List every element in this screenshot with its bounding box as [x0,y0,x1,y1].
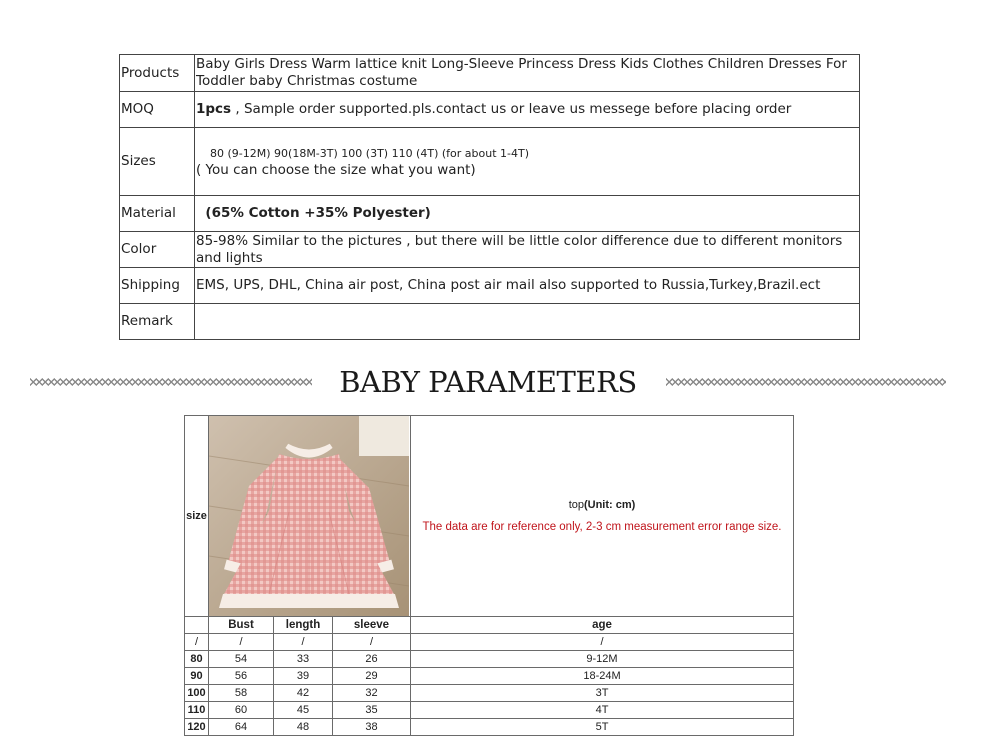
moq-note: , Sample order supported.pls.contact us or leave us messege before placing order [231,101,792,117]
bust-cell: 54 [209,651,274,668]
material-composition: (65% Cotton +35% Polyester) [196,205,431,221]
sleeve-cell: 32 [333,685,411,702]
label-sizes: Sizes [120,128,195,196]
header-sleeve: sleeve [333,617,411,634]
table-row [185,651,794,668]
row-remark [120,304,860,340]
value-shipping: EMS, UPS, DHL, China air post, China post air mail also supported to Russia,Turkey,Brazil.ect [195,268,860,304]
placeholder-row [185,634,794,651]
bust-cell: 60 [209,702,274,719]
table-row [185,685,794,702]
chart-header-row [185,617,794,634]
sizes-note: ( You can choose the size what you want) [196,161,476,178]
value-color: 85-98% Similar to the pictures , but there will be little color difference due to different monitors and lights [195,232,860,268]
chart-info-cell [411,416,794,617]
length-cell: 33 [274,651,333,668]
length-cell: 45 [274,702,333,719]
row-material [120,196,860,232]
size-cell: 110 [185,702,209,719]
length-cell: 48 [274,719,333,736]
length-cell: 42 [274,685,333,702]
placeholder-cell: / [333,634,411,651]
header-bust: Bust [209,617,274,634]
row-moq [120,92,860,128]
label-moq: MOQ [120,92,195,128]
dress-photo [209,416,409,616]
label-shipping: Shipping [120,268,195,304]
value-products: Baby Girls Dress Warm lattice knit Long-Sleeve Princess Dress Kids Clothes Children Dresses For Toddler baby Christmas costume [195,55,860,92]
header-age: age [411,617,794,634]
product-photo-cell [209,416,411,617]
size-label: size [185,416,209,617]
placeholder-cell: / [411,634,794,651]
label-material: Material [120,196,195,232]
age-cell: 5T [411,719,794,736]
bust-cell: 64 [209,719,274,736]
moq-quantity: 1pcs [196,101,232,117]
size-cell: 120 [185,719,209,736]
unit-line [411,498,793,513]
section-title: BABY PARAMETERS [339,365,637,399]
value-remark [195,304,860,340]
size-cell: 80 [185,651,209,668]
row-shipping [120,268,860,304]
size-chart-table [184,415,794,736]
size-cell: 90 [185,668,209,685]
table-row [185,702,794,719]
size-cell: 100 [185,685,209,702]
sizes-list: 80 (9-12M) 90(18M-3T) 100 (3T) 110 (4T) (for about 1-4T) [210,146,529,160]
label-color: Color [120,232,195,268]
table-row [185,668,794,685]
label-products: Products [120,55,195,92]
age-cell: 3T [411,685,794,702]
bust-cell: 58 [209,685,274,702]
value-material [195,196,860,232]
placeholder-cell: / [209,634,274,651]
zigzag-divider-right [666,378,946,386]
chart-intro-row [185,416,794,617]
measurement-note: The data are for reference only, 2-3 cm measurement error range size. [422,520,782,533]
row-sizes [120,128,860,196]
age-cell: 4T [411,702,794,719]
sleeve-cell: 38 [333,719,411,736]
table-row [185,719,794,736]
unit-label: (Unit: cm) [583,498,636,511]
sleeve-cell: 26 [333,651,411,668]
placeholder-cell: / [274,634,333,651]
header-blank [185,617,209,634]
section-banner [0,362,981,402]
top-prefix: top [568,498,584,511]
value-sizes [195,128,860,196]
placeholder-cell: / [185,634,209,651]
label-remark: Remark [120,304,195,340]
sleeve-cell: 29 [333,668,411,685]
sleeve-cell: 35 [333,702,411,719]
age-cell: 18-24M [411,668,794,685]
zigzag-divider-left [30,378,312,386]
length-cell: 39 [274,668,333,685]
row-products [120,55,860,92]
row-color [120,232,860,268]
product-info-table [119,54,860,340]
age-cell: 9-12M [411,651,794,668]
value-moq [195,92,860,128]
bust-cell: 56 [209,668,274,685]
header-length: length [274,617,333,634]
